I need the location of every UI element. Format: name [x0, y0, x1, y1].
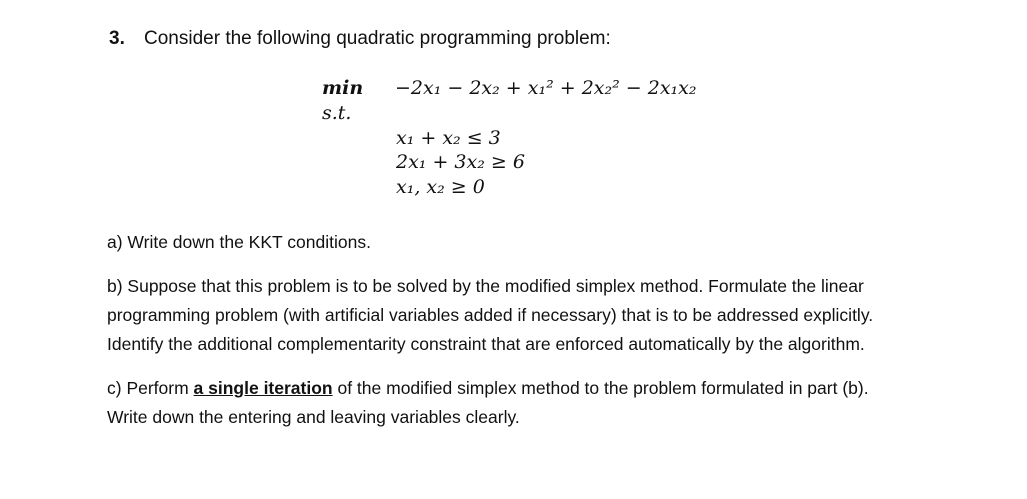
part-c [107, 374, 869, 432]
min-label: min [322, 77, 364, 99]
subject-to-label: s.t. [322, 102, 352, 124]
constraint-3: x₁, x₂ ≥ 0 [396, 176, 485, 198]
part-b-line-3: Identify the additional complementarity constraint that are enforced automatically by the algorithm. [107, 334, 865, 354]
part-b-line-1: b) Suppose that this problem is to be solved by the modified simplex method. Formulate the linear [107, 276, 864, 296]
part-c-line-1 [107, 374, 869, 403]
part-a: a) Write down the KKT conditions. [107, 232, 371, 252]
constraint-1: x₁ + x₂ ≤ 3 [396, 127, 501, 149]
part-c-prefix: c) Perform [107, 378, 194, 398]
question-intro: Consider the following quadratic programming problem: [144, 28, 611, 49]
part-c-suffix: of the modified simplex method to the problem formulated in part (b). [332, 378, 869, 398]
part-b [107, 272, 873, 359]
constraint-2: 2x₁ + 3x₂ ≥ 6 [396, 151, 525, 173]
part-c-line-2: Write down the entering and leaving variables clearly. [107, 407, 520, 427]
question-number: 3. [109, 28, 125, 49]
part-c-emphasis: a single iteration [193, 378, 333, 398]
part-b-line-2: programming problem (with artificial variables added if necessary) that is to be addressed explicitly. [107, 305, 874, 325]
objective-function: −2x₁ − 2x₂ + x₁² + 2x₂² − 2x₁x₂ [395, 77, 697, 99]
